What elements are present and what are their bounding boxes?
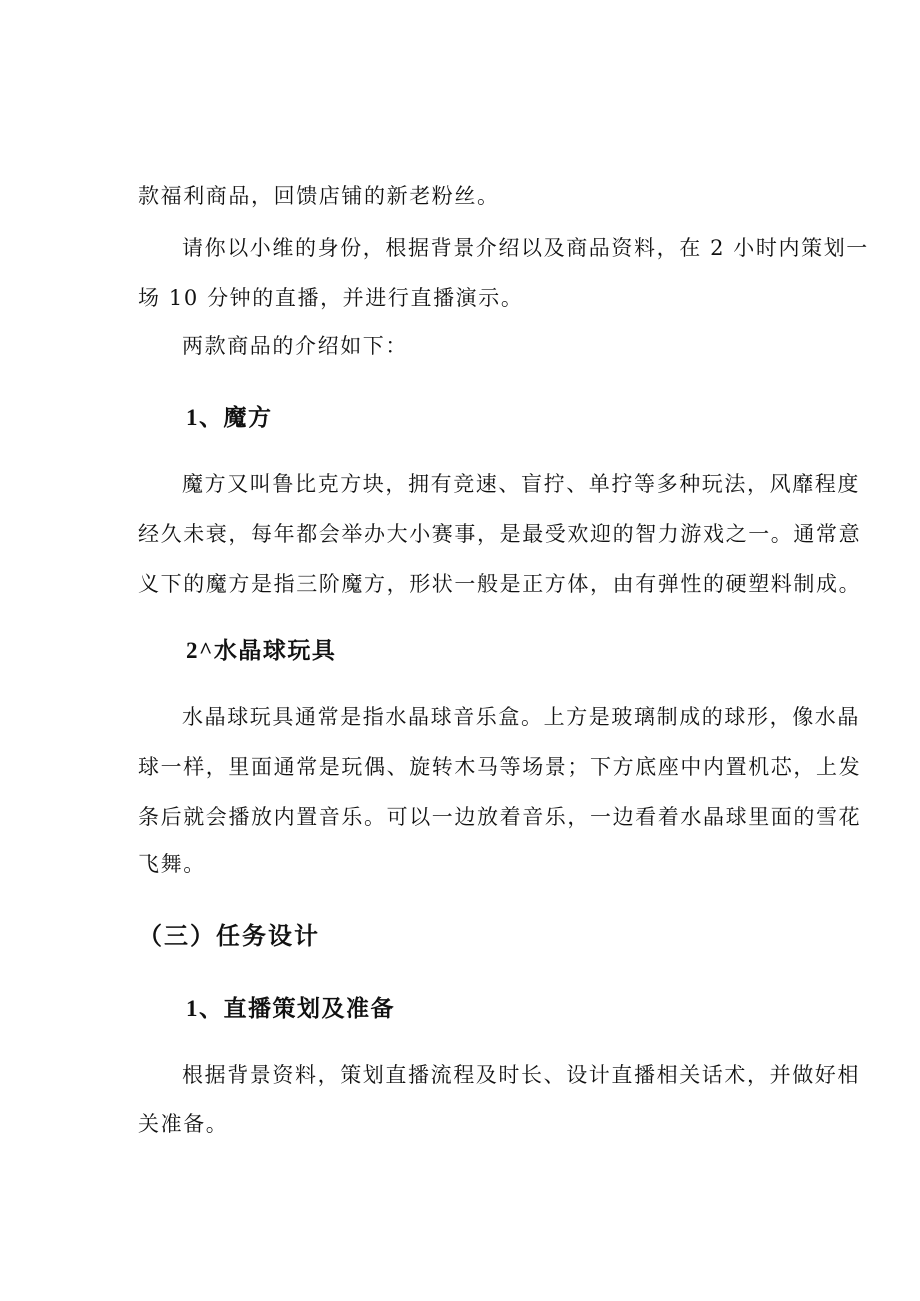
task1-heading	[186, 995, 395, 1023]
product2-title: 水晶球玩具	[213, 637, 337, 664]
task1-line-1: 根据背景资料，策划直播流程及时长、设计直播相关话术，并做好相	[182, 1063, 860, 1087]
product2-line-4: 飞舞。	[138, 852, 206, 876]
intro-line-2: 请你以小维的身份，根据背景介绍以及商品资料，在 2 小时内策划一	[182, 236, 869, 260]
product1-line-1: 魔方又叫鲁比克方块，拥有竞速、盲拧、单拧等多种玩法，风靡程度	[182, 472, 860, 496]
product1-number: 1、	[186, 405, 224, 430]
product2-number: 2^	[186, 638, 214, 663]
intro-line-1: 款福利商品，回馈店铺的新老粉丝。	[138, 184, 500, 208]
task-section-heading: （三）任务设计	[138, 921, 320, 950]
intro-line-3: 场 10 分钟的直播，并进行直播演示。	[138, 286, 524, 310]
task1-number: 1、	[186, 996, 224, 1021]
product2-line-2: 球一样，里面通常是玩偶、旋转木马等场景；下方底座中内置机芯，上发	[138, 755, 862, 779]
product2-line-1: 水晶球玩具通常是指水晶球音乐盒。上方是玻璃制成的球形，像水晶	[182, 705, 860, 729]
task1-line-2: 关准备。	[138, 1112, 229, 1136]
product1-line-3: 义下的魔方是指三阶魔方，形状一般是正方体，由有弹性的硬塑料制成。	[138, 572, 862, 596]
product1-line-2: 经久未衰，每年都会举办大小赛事，是最受欢迎的智力游戏之一。通常意	[138, 522, 862, 546]
product2-heading	[186, 637, 336, 665]
product1-title: 魔方	[223, 404, 273, 431]
intro-line-4: 两款商品的介绍如下：	[182, 334, 408, 358]
product2-line-3: 条后就会播放内置音乐。可以一边放着音乐，一边看着水晶球里面的雪花	[138, 805, 862, 829]
product1-heading	[186, 404, 273, 432]
task1-title: 直播策划及准备	[223, 995, 395, 1022]
